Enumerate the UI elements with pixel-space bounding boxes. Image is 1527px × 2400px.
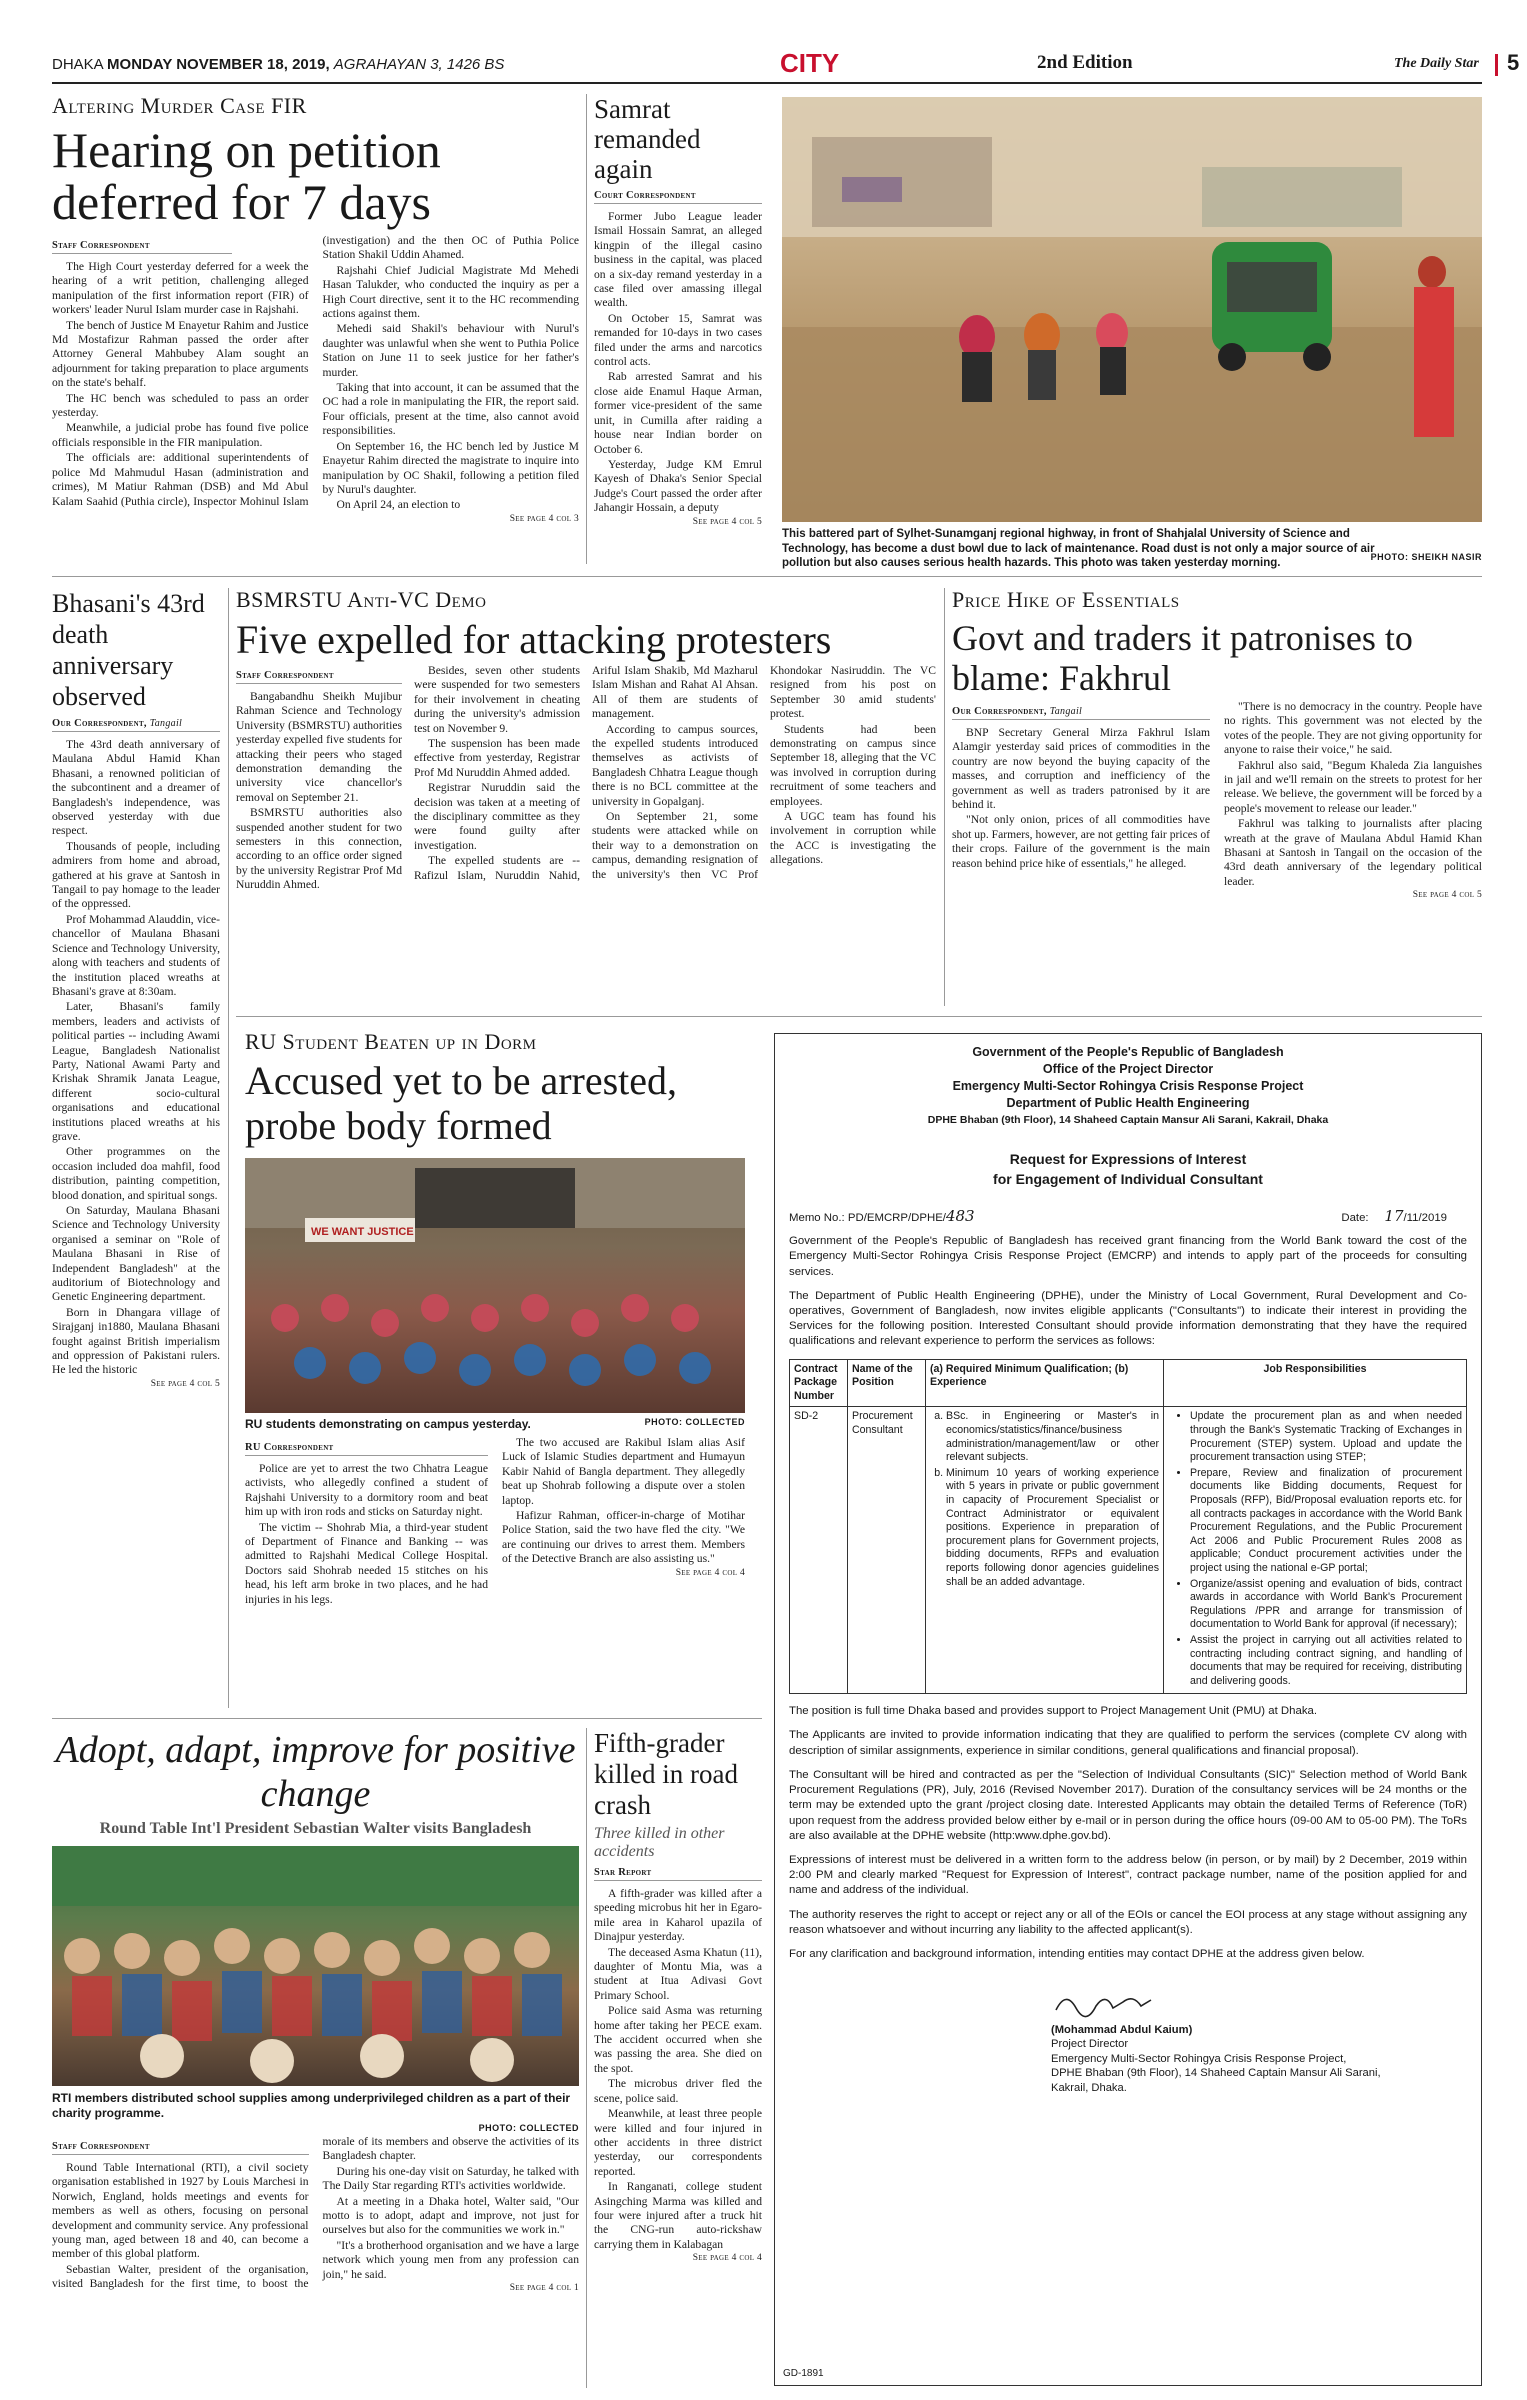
photo-caption: RU students demonstrating on campus yesterday. xyxy=(245,1417,531,1431)
paragraph: Prof Mohammad Alauddin, vice-chancellor of Maulana Bhasani Science and Technology University, along with teachers and students of the institution placed wreaths at Bhasani's grave at 8:30am. xyxy=(52,912,220,998)
jump-line[interactable]: See page 4 col 4 xyxy=(675,1567,745,1578)
paragraph: Students had been demonstrating on campus since September 18, alleging that the VC was involved in corruption during recruitment of some teachers and employees. xyxy=(770,722,936,808)
dust-road-illustration xyxy=(782,97,1482,522)
jump-line[interactable]: See page 4 col 1 xyxy=(509,2283,579,2294)
paragraph: Sebastian Walter, president of the organisation, visited Bangladesh for the first time, to boost the morale of its members and observe the activities of its Bangladesh chapter. xyxy=(52,2135,579,2291)
table-header: (a) Required Minimum Qualification; (b) Experience xyxy=(926,1359,1164,1407)
ad-paragraph: Expressions of interest must be delivered in a written form to the address below (in person, or by mail) by 2 December, 2019 within 2:00 PM and clearly marked "Request for Expression of Interest", contract package number, name of the position applied for and name and address of the individual. xyxy=(789,1853,1467,1897)
photo-caption: RTI members distributed school supplies among underprivileged children as a part of their charity programme. xyxy=(52,2091,571,2120)
rti-children-photo[interactable] xyxy=(52,1846,579,2086)
responsibilities xyxy=(1164,1407,1467,1694)
byline: Staff Correspondent xyxy=(236,670,402,684)
paragraph: According to campus sources, the expelled students introduced themselves as activists of Bangladesh Chhatra League though there is no BCL committee at the university in Gopalganj. xyxy=(592,722,758,808)
ad-header-line: Government of the People's Republic of Bangladesh xyxy=(972,1045,1284,1059)
story-body xyxy=(594,210,762,516)
qualification-item: b. Minimum 10 years of working experience with 5 years in private or public government in capacity of Procurement Specialist or Contract Administrator or equivalent positions. Experience in preparation of procurement plans for Government projects, bidding documents, RFPs and evaluation reports following donor agencies guidelines shall be an added advantage. xyxy=(946,1467,1159,1589)
story-samrat xyxy=(594,94,762,564)
photo-caption: This battered part of Sylhet-Sunamganj regional highway, in front of Shahjalal University of Science and Technology, has become a dust bowl due to lack of maintenance. Road dust is not only a major source of air pollution but also causes serious health hazards. This photo was taken yesterday morning. xyxy=(782,528,1375,569)
ru-protest-photo[interactable] xyxy=(245,1158,745,1413)
headline[interactable]: Five expelled for attacking protesters xyxy=(236,617,832,662)
kicker: BSMRSTU Anti-VC Demo xyxy=(236,587,487,612)
headline[interactable]: Adopt, adapt, improve for positive change xyxy=(55,1729,576,1815)
dateline xyxy=(52,56,504,73)
paragraph: Meanwhile, at least three people were killed and four injured in other accidents in three district yesterday, our correspondents reported. xyxy=(594,2107,762,2178)
subhead: Round Table Int'l President Sebastian Walter visits Bangladesh xyxy=(99,1820,532,1837)
responsibility-item: • Assist the project in carrying out all activities related to contracting including contract signing, and handling of documents that may be required for receiving, distributing and delivering goods. xyxy=(1190,1634,1462,1688)
table-row xyxy=(790,1407,1467,1694)
dust-photo-block xyxy=(782,97,1482,569)
paragraph: On October 15, Samrat was remanded for 10-days in two cases filed under the arms and narcotics control acts. xyxy=(594,311,762,369)
paper-name: The Daily Star xyxy=(1394,56,1479,71)
story-body xyxy=(52,738,220,1378)
qualifications xyxy=(926,1407,1164,1694)
photo-credit: PHOTO: COLLECTED xyxy=(644,1417,745,1427)
paragraph: Other programmes on the occasion included doa mahfil, food distribution, painting competition, blood donation, and spiritual songs. xyxy=(52,1145,220,1202)
table-header: Name of the Position xyxy=(848,1359,926,1407)
column-rule xyxy=(228,588,229,1708)
row-divider xyxy=(52,576,1482,577)
package-number: SD-2 xyxy=(790,1407,848,1694)
byline xyxy=(52,718,220,732)
eoi-advertisement xyxy=(774,1033,1482,2386)
position-table xyxy=(789,1359,1467,1695)
story-body xyxy=(236,664,936,972)
qualification-item: a. BSc. in Engineering or Master's in economics/statistics/finance/business administration/management/law or other relevant subjects. xyxy=(946,1410,1159,1464)
byline: RU Correspondent xyxy=(245,1442,488,1456)
edition: 2nd Edition xyxy=(1037,52,1133,73)
paragraph: BSMRSTU authorities also suspended another student for two semesters in this connection, according to an office order signed by the university Registrar Prof Md Nuruddin Ahmed. xyxy=(236,806,402,892)
kicker: Price Hike of Essentials xyxy=(952,587,1180,612)
ad-header xyxy=(789,1044,1467,1129)
motorbike-rider-3 xyxy=(1096,313,1128,395)
memo-label: Memo No.: PD/EMCRP/DPHE/ xyxy=(789,1212,946,1224)
paragraph: Registrar Nuruddin said the decision was taken at a meeting of the disciplinary committee as they were found guilty after investigation. xyxy=(414,781,580,852)
story-body xyxy=(952,700,1482,948)
paragraph: Besides, seven other students were suspended for two semesters for their involvement in cheating during the university's admission test on November 9. xyxy=(414,664,580,735)
dateline-day: MONDAY NOVEMBER 18, 2019, xyxy=(107,56,330,73)
children-illustration xyxy=(52,1846,579,2086)
headline[interactable]: Hearing on petition deferred for 7 days xyxy=(52,122,441,230)
paragraph: Bangabandhu Sheikh Mujibur Rahman Science and Technology University (BSMRSTU) authorities yesterday expelled five students for attacking their peers who staged demonstration demanding the university vice chancellor's removal on September 21. xyxy=(236,690,402,804)
paragraph: On September 21, some students were attacked while on their way to a demonstration on campus, demanding resignation of the university's then VC Prof Khondokar Nasiruddin. The VC resigned from his post on September 30 amid students' protest. xyxy=(592,664,936,881)
motorbike-rider-2 xyxy=(1024,313,1060,400)
paragraph: The bench of Justice M Enayetur Rahim and Justice Md Mostafizur Rahman passed the order after Attorney General Mahbubey Alam sought an adjournment for taking preparation to place arguments on the state's behalf. xyxy=(52,318,309,390)
woman-in-sari xyxy=(1414,256,1454,437)
paragraph: Hafizur Rahman, officer-in-charge of Motihar Police Station, said the two have fled the city. "We are continuing our drives to arrest them. Members of the Detective Branch are also assisting us." xyxy=(502,1509,745,1566)
signer-line: Emergency Multi-Sector Rohingya Crisis Response Project, xyxy=(1051,2052,1347,2065)
paragraph: Later, Bhasani's family members, leaders and activists of political parties -- including Awami League, Bangladesh Nationalist Party, National Awami Party and Krishak Shramik Janata League, different socio-cultural organisations and educational institutions placed wreaths at his grave. xyxy=(52,1000,220,1143)
paragraph: The victim -- Shohrab Mia, a third-year student of Department of Finance and Banking -- was admitted to Rajshahi Medical College Hospital. Doctors said Shohrab needed 15 stitches on his head, his left arm broke in two places, and he had injuries in his legs. xyxy=(245,1520,488,1606)
responsibility-item: • Organize/assist opening and evaluation of bids, contract awards in accordance with World Bank's Procurement Regulations /PPR and arrange for transmission of documentation to World Bank for approval (if necessary); xyxy=(1190,1578,1462,1632)
masthead xyxy=(52,48,1520,84)
ad-address: DPHE Bhaban (9th Floor), 14 Shaheed Captain Mansur Ali Sarani, Kakrail, Dhaka xyxy=(927,1114,1329,1126)
responsibility-item: • Update the procurement plan as and when needed through the Bank's Systematic Tracking of Exchanges in Procurement (STEP) system. Upload and update the procurement transaction using STEP; xyxy=(1190,1410,1462,1464)
paragraph: Round Table International (RTI), a civil society organisation established in 1927 by Louis Marchesi in Norwich, England, holds meetings and events for members as well as others, focusing on personal development and community service. Any professional young man, aged between 18 and 40, can become a member of this global platform. xyxy=(52,2161,309,2261)
story-body xyxy=(594,1887,762,2252)
byline xyxy=(952,706,1210,720)
paragraph: "There is no democracy in the country. People have no rights. This government was not elected by the votes of the people. They are not giving opportunity for anyone to raise their voice," he said. xyxy=(1224,700,1483,757)
motorbike-rider-1 xyxy=(959,315,995,402)
paragraph: Rajshahi Chief Judicial Magistrate Md Mehedi Hasan Talukder, who conducted the inquiry as per a High Court directive, sent it to the HC recommending actions against them. xyxy=(322,263,579,321)
position-name: Procurement Consultant xyxy=(848,1407,926,1694)
story-bsmrstu xyxy=(236,588,936,1006)
story-bhasani xyxy=(52,588,220,1708)
ad-paragraph: The Consultant will be hired and contracted as per the "Selection of Individual Consultants (SIC)" Selection method of World Bank Procurement Regulations (PR), July, 2016 (Revised November 2017). Duration of the consultancy services will be 24 months or the term may be extended upto the grant /project closing date. Interested Applicants may obtain the detailed Terms of Reference (ToR) upon request from the address provided below either by e-mail or in person during the office hours (09-00 AM to 05-00 PM). The ToRs are also available at the DPHE website (http:www.dphe.gov.bd). xyxy=(789,1768,1467,1842)
ad-title-line: Request for Expressions of Interest xyxy=(1009,1151,1247,1167)
byline: Star Report xyxy=(594,1867,762,1881)
paragraph: The suspension has been made effective from yesterday, Registrar Prof Md Nuruddin Ahmed added. xyxy=(414,737,580,779)
date-handwritten: 17 xyxy=(1384,1207,1404,1225)
paragraph: Mehedi said Shakil's behaviour with Nurul's daughter was unlawful when she went to Puthia Police Station on June 11 to seek justice for her father's murder. xyxy=(322,322,579,379)
ad-title xyxy=(789,1149,1467,1189)
table-header: Contract Package Number xyxy=(790,1359,848,1407)
date-rest: /11/2019 xyxy=(1403,1212,1447,1224)
paragraph: Police are yet to arrest the two Chhatra League activists, who allegedly confined a student of Rajshahi University to a dormitory room and beat him up with iron rods and sticks on Saturday night. xyxy=(245,1462,488,1519)
signature-scrawl xyxy=(1051,1988,1171,2018)
paragraph: Rab arrested Samrat and his close aide Enamul Haque Arman, former vice-president of the same unit, in Cumilla after raiding a house near Indian border on October 6. xyxy=(594,370,762,456)
photo-credit: PHOTO: COLLECTED xyxy=(478,2123,579,2133)
memo-handwritten: 483 xyxy=(945,1207,975,1225)
paragraph: During his one-day visit on Saturday, he talked with The Daily Star regarding RTI's activities worldwide. xyxy=(322,2164,579,2193)
paragraph: On April 24, an election to xyxy=(336,498,461,512)
column-rule xyxy=(586,94,587,564)
ad-title-line: for Engagement of Individual Consultant xyxy=(993,1171,1263,1187)
memo-number xyxy=(789,1209,975,1226)
signature-block xyxy=(1051,1988,1467,2095)
byline-place: Tangail xyxy=(1049,706,1083,717)
paragraph: The officials are: additional superintendents of police Md Mahmudul Hasan (administration and crimes), M Matiur Rahman (DSB) and Md Abul Kalam Saahid (Puthia circle), Inspector Mohinul Islam (investigation) and the then OC of Puthia Police Station Shakil Uddin Ahamed. xyxy=(52,234,579,508)
paragraph: A UGC team has found his involvement in corruption while the ACC is investigating the allegations. xyxy=(770,810,936,867)
row-divider xyxy=(236,1016,1482,1017)
paragraph: BNP Secretary General Mirza Fakhrul Islam Alamgir yesterday said prices of commodities in the country are now beyond the buying capacity of the masses, and corruption and inefficiency of the government as well as traders patronised by it are behind it. xyxy=(952,726,1210,812)
ad-paragraph: The Department of Public Health Engineering (DPHE), under the Ministry of Local Government, Rural Development and Co-operatives, Government of Bangladesh, now invites eligible applicants ("Consultants") to indicate their interest in providing the Services for the following position. Interested Consultant should provide information demonstrating that they have the required qualifications and relevant experience to perform the services as follows: xyxy=(789,1289,1467,1348)
table-header: Job Responsibilities xyxy=(1164,1359,1467,1407)
signer-name: (Mohammad Abdul Kaium) xyxy=(1051,2023,1193,2036)
byline: Staff Correspondent xyxy=(52,240,232,254)
kicker: RU Student Beaten up in Dorm xyxy=(245,1029,537,1054)
protest-banner-text: WE WANT JUSTICE xyxy=(311,1226,414,1238)
headline[interactable]: Fifth-grader killed in road crash xyxy=(594,1728,738,1820)
paragraph: The 43rd death anniversary of Maulana Abdul Hamid Khan Bhasani, a renowned politician of the subcontinent and a dreamer of Bangladesh's independence, was observed yesterday with due respect. xyxy=(52,738,220,838)
paragraph: Yesterday, Judge KM Emrul Kayesh of Dhaka's Senior Special Judge's Court passed the order after Jahangir Hossain, a deputy xyxy=(594,457,762,515)
gd-number: GD-1891 xyxy=(783,2367,824,2379)
paragraph: Fakhrul was talking to journalists after placing wreath at the grave of Maulana Abdul Hamid Khan Bhasani at Santosh in Tangail on the occasion of the 43rd death anniversary of the legendary political leader. xyxy=(1224,817,1482,888)
story-murder-case xyxy=(52,94,579,564)
paragraph: Meanwhile, a judicial probe has found five police officials responsible in the FIR manipulation. xyxy=(52,421,309,449)
headline[interactable]: Samrat remanded again xyxy=(594,94,701,184)
byline-name: Our Correspondent, xyxy=(952,706,1047,717)
paragraph: Former Jubo League leader Ismail Hossain Samrat, an alleged kingpin of the illegal casino business in the capital, was placed on a six-day remand yesterday in a case filed over amassing illegal wealth. xyxy=(594,210,762,310)
ad-paragraph: Government of the People's Republic of Bangladesh has received grant financing from the World Bank toward the cost of the Emergency Multi-Sector Rohingya Crisis Response Project (EMCRP) and intends to apply part of the proceeds for consulting services. xyxy=(789,1235,1467,1278)
paragraph: The expelled students are -- Rafizul Islam, Nuruddin Nahid, Ariful Islam Shakib, Md Mazharul Islam Mishan and Rahat Al Ahsan. All of them are students of management. xyxy=(414,664,758,882)
paragraph: Taking that into account, it can be assumed that the OC had a role in manipulating the FIR, the report said. Four officials, present at the time, also cannot avoid responsibilities. xyxy=(322,381,579,438)
jump-line[interactable]: See page 4 col 5 xyxy=(150,1378,220,1389)
section-name: CITY xyxy=(780,48,840,78)
byline-place: Tangail xyxy=(149,718,183,729)
responsibility-item: • Prepare, Review and finalization of procurement documents like Bidding documents, Request for Proposals (RFP), Bid/Proposal evaluation reports etc. for all contracts packages in accordance with the World Bank Procurement Regulations, and the Public Procurement Act 2006 and Public Procurement Rules 2008 as applicable; Conduct procurement activities under the project using the national e-GP portal; xyxy=(1190,1467,1462,1576)
page-number: 5 xyxy=(1507,50,1520,75)
ad-memo-row xyxy=(789,1209,1447,1226)
paragraph: "Not only onion, prices of all commodities have shot up. Farmers, however, are not getting fair prices of their crops. Failure of the government is the main reason behind price hike of essentials," he alleged. xyxy=(952,813,1210,870)
signer-line: Kakrail, Dhaka. xyxy=(1051,2081,1127,2094)
paragraph: "It's a brotherhood organisation and we have a large network which young men from any profession can join," he said. xyxy=(322,2238,579,2281)
ad-paragraph: The authority reserves the right to accept or reject any or all of the EOIs or cancel the EOI process at any stage without assigning any reason whatsoever and without incurring any liability to the affected applicant(s). xyxy=(789,1908,1467,1936)
byline-name: Our Correspondent, xyxy=(52,718,147,729)
paragraph: The HC bench was scheduled to pass an order yesterday. xyxy=(52,391,309,420)
paragraph: The two accused are Rakibul Islam alias Asif Luck of Islamic Studies department and Humayun Kabir Nahid of Bangla department. They allegedly beat up Shohrab following a dispute over a stolen laptop. xyxy=(502,1436,745,1507)
paragraph: A fifth-grader was killed after a speeding microbus hit her in Egaro-mile area in Kaharol upazila of Dinajpur yesterday. xyxy=(594,1887,762,1944)
cng-autorickshaw xyxy=(1212,242,1332,371)
story-fakhrul xyxy=(952,588,1482,1006)
kicker: Altering Murder Case FIR xyxy=(52,93,307,118)
story-rti xyxy=(52,1728,579,2388)
paragraph: The High Court yesterday deferred for a week the hearing of a writ petition, challenging alleged manipulation of the first information report (FIR) of workers' leader Nurul Islam murder case in Rajshahi. xyxy=(52,260,309,317)
story-body xyxy=(52,2135,579,2371)
paragraph: The deceased Asma Khatun (11), daughter of Montu Mia, was a student at Itua Adivasi Govt Primary School. xyxy=(594,1945,762,2002)
dust-road-photo[interactable] xyxy=(782,97,1482,522)
jump-line[interactable]: See page 4 col 5 xyxy=(692,516,762,527)
paragraph: On Saturday, Maulana Bhasani Science and Technology University organised a seminar on "Role of Maulana Bhasani in Rise of Independent Bangladesh" at the auditorium of Biotechnology and Genetic Engineering department. xyxy=(52,1204,220,1304)
date-label: Date: xyxy=(1341,1212,1369,1224)
page-divider xyxy=(1495,54,1498,76)
jump-line[interactable]: See page 4 col 3 xyxy=(509,513,579,524)
column-rule xyxy=(586,1728,587,2388)
protest-illustration xyxy=(245,1158,745,1413)
byline: Court Correspondent xyxy=(594,190,762,204)
dateline-bangla: AGRAHAYAN 3, 1426 BS xyxy=(333,56,505,73)
column-rule xyxy=(944,588,945,1006)
jump-line[interactable]: See page 4 col 4 xyxy=(692,2253,762,2264)
headline[interactable]: Govt and traders it patronises to blame: Fakhrul xyxy=(952,618,1413,698)
story-ru xyxy=(245,1030,745,1708)
photo-credit: PHOTO: SHEIKH NASIR xyxy=(1370,552,1482,562)
dateline-city: DHAKA xyxy=(52,56,103,73)
paragraph: On September 16, the HC bench led by Justice M Enayetur Rahim directed the magistrate to inquire into manipulation by OC Shakil, following a petition filed by Nurul's daughter. xyxy=(322,439,579,496)
ad-header-line: Department of Public Health Engineering xyxy=(1006,1096,1250,1110)
memo-date xyxy=(1341,1209,1447,1226)
headline[interactable]: Bhasani's 43rd death anniversary observed xyxy=(52,589,205,711)
headline[interactable]: Accused yet to be arrested, probe body formed xyxy=(245,1058,678,1148)
paragraph: In Ranganati, college student Asingching Marma was killed and four were injured after a truck hit the CNG-run auto-rickshaw carrying them in Kalabagan xyxy=(594,2180,762,2251)
row-divider xyxy=(52,1718,762,1719)
story-crash xyxy=(594,1728,762,2388)
signer-line: DPHE Bhaban (9th Floor), 14 Shaheed Captain Mansur Ali Sarani, xyxy=(1051,2067,1381,2080)
paragraph: At a meeting in a Dhaka hotel, Walter said, "Our motto is to adopt, adapt and improve, not just for ourselves but also for the communities we work in." xyxy=(322,2194,579,2237)
paragraph: Fakhrul also said, "Begum Khaleda Zia languishes in jail and we'll remain on the streets to protest for her release. We believe, the government will be forced by a people's movement to release our leader." xyxy=(1224,758,1482,815)
ad-paragraph: The Applicants are invited to provide information indicating that they are qualified to perform the services (complete CV along with description of similar assignments, experience in similar conditions, general qualifications and financial proposal). xyxy=(789,1729,1467,1757)
story-body xyxy=(245,1436,745,1656)
story-body xyxy=(52,234,579,572)
byline: Staff Correspondent xyxy=(52,2141,309,2155)
ad-paragraph: For any clarification and background information, intending entities may contact DPHE at the address given below. xyxy=(789,1947,1365,1960)
paragraph: Thousands of people, including admirers from home and abroad, gathered at his grave at Santosh in Tangail to pay homage to the leader of the oppressed. xyxy=(52,839,220,911)
paragraph: The microbus driver fled the scene, police said. xyxy=(594,2077,762,2105)
ad-paragraph: The position is full time Dhaka based and provides support to Project Management Unit (PMU) at Dhaka. xyxy=(789,1705,1318,1718)
paragraph: Police said Asma was returning home after taking her PECE exam. The accident occurred when she was passing the area. She died on the spot. xyxy=(594,2004,762,2075)
ad-header-line: Emergency Multi-Sector Rohingya Crisis Response Project xyxy=(952,1079,1304,1093)
ad-header-line: Office of the Project Director xyxy=(1042,1062,1214,1076)
jump-line[interactable]: See page 4 col 5 xyxy=(1412,890,1482,901)
signer-line: Project Director xyxy=(1051,2038,1129,2051)
subhead: Three killed in other accidents xyxy=(594,1825,725,1860)
paragraph: Born in Dhangara village of Sirajganj in1880, Maulana Bhasani fought against British imperialism and oppression of Pakistani rulers. He led the historic xyxy=(52,1305,220,1377)
